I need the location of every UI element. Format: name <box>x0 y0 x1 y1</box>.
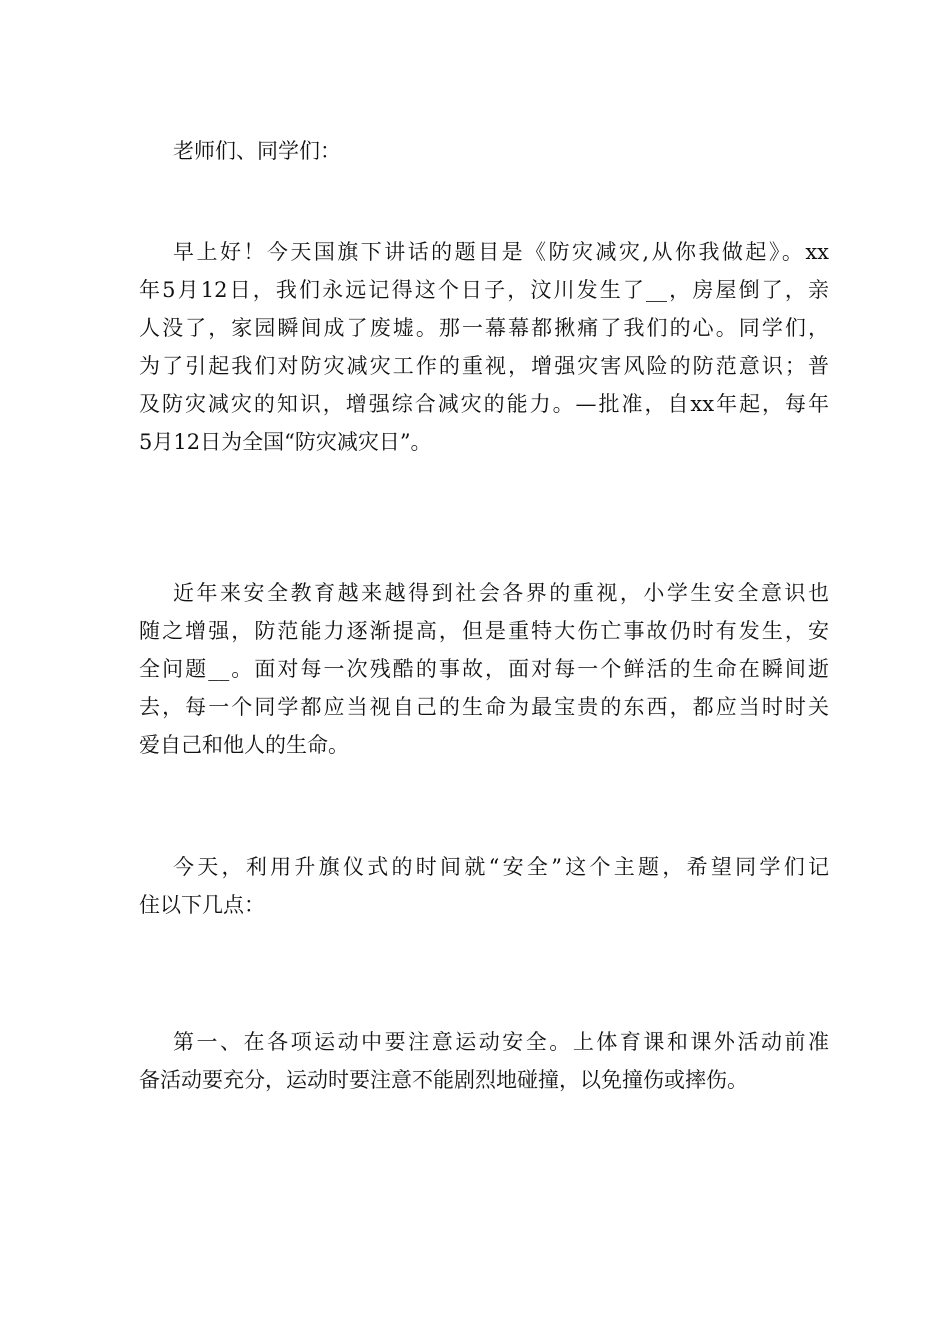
paragraph-line: 年5月12日，我们永远记得这个日子，汶川发生了__，房屋倒了，亲 <box>139 278 829 302</box>
paragraph-line: 全问题__。面对每一次残酷的事故，面对每一个鲜活的生命在瞬间逝 <box>139 657 829 681</box>
paragraph-line: 第一、在各项运动中要注意运动安全。上体育课和课外活动前准 <box>173 1030 829 1054</box>
body-paragraph-1 <box>139 233 829 461</box>
paragraph-line: 5月12日为全国“防灾减灾日”。 <box>139 430 432 454</box>
body-paragraph-4 <box>139 1023 829 1099</box>
body-paragraph-2 <box>139 574 829 764</box>
paragraph-line: 为了引起我们对防灾减灾工作的重视，增强灾害风险的防范意识；普 <box>139 354 829 378</box>
paragraph-line: 去，每一个同学都应当视自己的生命为最宝贵的东西，都应当时时关 <box>139 695 829 719</box>
paragraph-line: 近年来安全教育越来越得到社会各界的重视，小学生安全意识也 <box>173 581 829 605</box>
paragraph-line: 备活动要充分，运动时要注意不能剧烈地碰撞，以免撞伤或摔伤。 <box>139 1068 748 1092</box>
greeting-paragraph <box>139 132 829 170</box>
paragraph-line: 及防灾减灾的知识，增强综合减灾的能力。—批准，自xx年起，每年 <box>139 392 829 416</box>
paragraph-line: 今天，利用升旗仪式的时间就“安全”这个主题，希望同学们记 <box>173 855 829 879</box>
greeting-line: 老师们、同学们： <box>173 139 341 163</box>
paragraph-line: 早上好！今天国旗下讲话的题目是《防灾减灾,从你我做起》。xx <box>173 240 829 264</box>
paragraph-line: 人没了，家园瞬间成了废墟。那一幕幕都揪痛了我们的心。同学们， <box>139 316 829 340</box>
paragraph-line: 爱自己和他人的生命。 <box>139 733 349 757</box>
paragraph-line: 随之增强，防范能力逐渐提高，但是重特大伤亡事故仍时有发生，安 <box>139 619 829 643</box>
body-paragraph-3 <box>139 848 829 924</box>
paragraph-line: 住以下几点： <box>139 893 265 917</box>
